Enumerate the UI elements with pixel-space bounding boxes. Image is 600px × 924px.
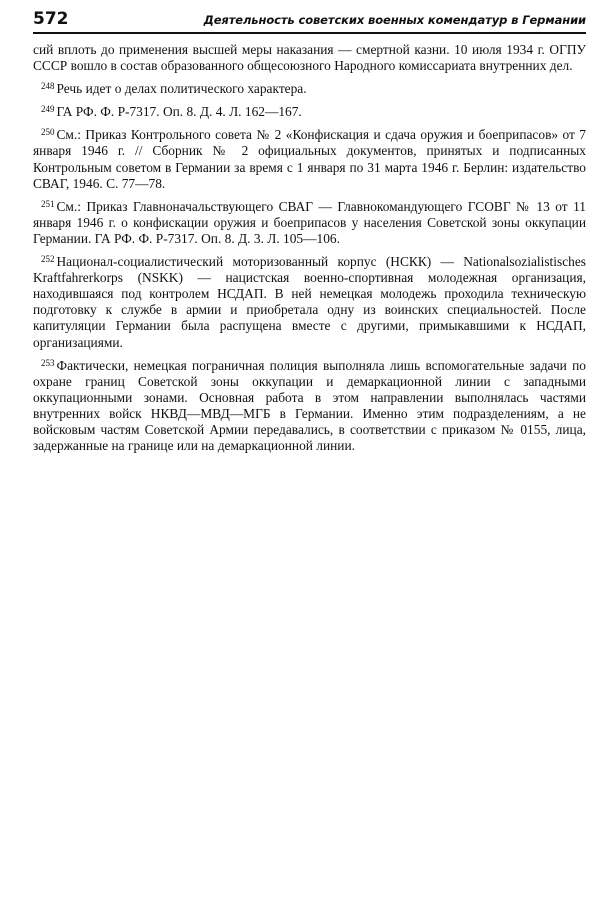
page-body xyxy=(33,42,586,461)
footnote-250 xyxy=(33,127,586,191)
footnote-text: См.: Приказ Контрольного совета № 2 «Конфискация и сдача оружия и боеприпасов» от 7 января 1946 г. // Сборник № 2 официальных документов, принятых и подписанных Контрольным советом в Германии за время с 1 января по 31 марта 1946 г. Берлин: издательство СВАГ, 1946. С. 77—78. xyxy=(33,127,586,191)
footnote-text: ГА РФ. Ф. Р-7317. Оп. 8. Д. 4. Л. 162—167. xyxy=(56,104,302,120)
footnote-253 xyxy=(33,358,586,455)
running-title: Деятельность советских военных комендатур в Германии xyxy=(203,13,586,27)
footnote-number: 250 xyxy=(41,127,55,138)
footnote-text: Речь идет о делах политического характера. xyxy=(56,81,307,97)
footnote-number: 253 xyxy=(41,357,55,368)
footnote-number: 252 xyxy=(41,254,55,265)
footnote-number: 248 xyxy=(41,81,55,92)
continued-paragraph: сий вплоть до применения высшей меры наказания — смертной казни. 10 июля 1934 г. ОГПУ СССР вошло в состав образованного общесоюзного Народного комиссариата внутренних дел. xyxy=(33,42,586,74)
page-header xyxy=(33,8,586,34)
footnote-248 xyxy=(33,81,586,97)
footnote-252 xyxy=(33,254,586,351)
footnote-249 xyxy=(33,104,586,120)
page-number: 572 xyxy=(33,9,69,29)
footnote-number: 251 xyxy=(41,198,55,209)
footnote-text: Фактически, немецкая пограничная полиция выполняла лишь вспомогательные задачи по охране границ Советской зоны оккупации и демаркационной линии с западными оккупационными зонами. Основная работа в этом направлении выполнялась частями внутренних войск НКВД—МВД—МГБ в Германии. Именно этим подразделениям, а не войсковым частям Советской Армии передавались, в соответствии с приказом № 0155, лица, задержанные на границе или на демаркационной линии. xyxy=(33,357,586,454)
footnote-text: Национал-социалистический моторизованный корпус (НСКК) — Nationalsozialistisches Kraftfahrerkorps (NSKK) — нацистская военно-спортивная молодежная организация, находившаяся под контролем НСДАП. В ней немецкая молодежь проходила техническую подготовку к службе в армии и приобретала одну из воинских специальностей. После капитуляции Германии была распущена вместе с другими, примыкавшими к НСДАП, организациями. xyxy=(33,254,586,350)
footnote-251 xyxy=(33,199,586,247)
footnote-text: См.: Приказ Главноначальствующего СВАГ — Главнокомандующего ГСОВГ № 13 от 11 января 1946 г. о конфискации оружия и боеприпасов у населения Советской зоны оккупации Германии. ГА РФ. Ф. Р-7317. Оп. 8. Д. 3. Л. 105—106. xyxy=(33,198,586,246)
footnote-number: 249 xyxy=(41,104,55,115)
